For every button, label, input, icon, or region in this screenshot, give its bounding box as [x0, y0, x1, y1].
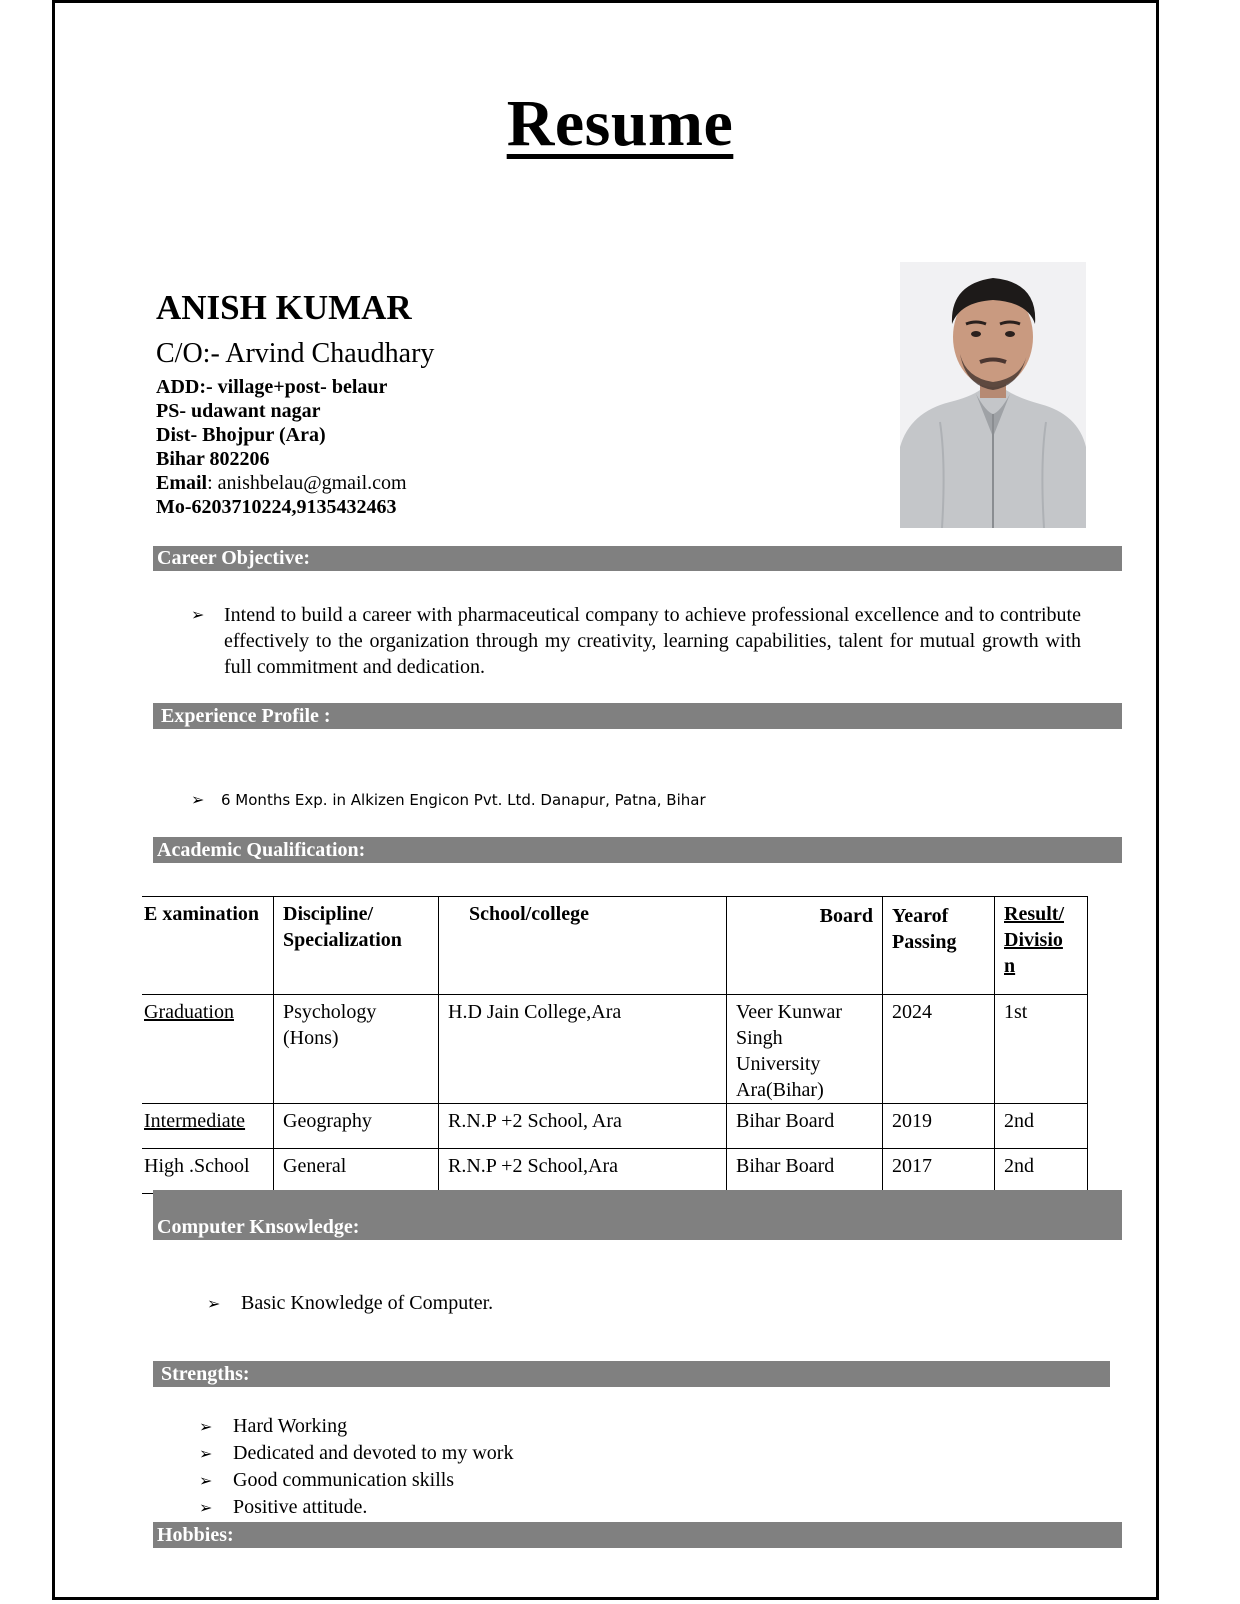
address-line: Dist- Bhojpur (Ara) — [156, 424, 326, 446]
cell-discipline: General — [274, 1149, 439, 1194]
cell-board: Bihar Board — [727, 1149, 883, 1194]
profile-photo — [900, 262, 1086, 528]
address-line: PS- udawant nagar — [156, 400, 321, 422]
cell-exam: Intermediate — [142, 1104, 274, 1149]
arrow-bullet-icon: ➢ — [199, 1444, 213, 1463]
experience-item — [191, 790, 706, 810]
list-item: ➢ Hard Working — [199, 1413, 513, 1440]
arrow-bullet-icon: ➢ — [199, 1471, 213, 1490]
cell-discipline: Psychology (Hons) — [274, 995, 439, 1104]
cell-result: 1st — [995, 995, 1088, 1104]
email-value: : anishbelau@gmail.com — [207, 472, 407, 494]
header-discipline: Discipline/ Specialization — [274, 897, 439, 995]
arrow-bullet-icon: ➢ — [199, 1417, 213, 1436]
list-item: ➢ Basic Knowledge of Computer. — [207, 1290, 493, 1317]
cell-board: Bihar Board — [727, 1104, 883, 1149]
email-label: Email — [156, 472, 208, 494]
section-strengths: Strengths: — [153, 1361, 1110, 1387]
header-board: Board — [727, 897, 883, 995]
experience-text: 6 Months Exp. in Alkizen Engicon Pvt. Ltd. Danapur, Patna, Bihar — [221, 791, 706, 809]
cell-school: H.D Jain College,Ara — [439, 995, 727, 1104]
academic-table — [142, 896, 1088, 1194]
career-objective-text: Intend to build a career with pharmaceutical company to achieve professional excellence and to contribute effectively to the organization through my creativity, learning capabilities, talent for mutual growth with full commitment and dedication. — [224, 604, 1081, 678]
cell-exam: Graduation — [142, 995, 274, 1104]
list-item: ➢ Positive attitude. — [199, 1494, 513, 1521]
table-header-row — [142, 897, 1088, 995]
header-examination: E xamination — [142, 897, 274, 995]
cell-school: R.N.P +2 School,Ara — [439, 1149, 727, 1194]
cell-year: 2019 — [883, 1104, 995, 1149]
arrow-bullet-icon: ➢ — [207, 1294, 221, 1313]
section-academic: Academic Qualification: — [153, 837, 1122, 863]
cell-result: 2nd — [995, 1149, 1088, 1194]
document-title: Resume — [506, 87, 734, 160]
section-career-objective: Career Objective: — [153, 546, 1122, 571]
header-year: Yearof Passing — [883, 897, 995, 995]
cell-year: 2024 — [883, 995, 995, 1104]
section-experience: Experience Profile : — [153, 703, 1122, 729]
table-row — [142, 995, 1088, 1104]
career-objective-item — [191, 602, 1081, 680]
person-portrait-icon — [900, 262, 1086, 528]
section-hobbies: Hobbies: — [153, 1522, 1122, 1548]
mobile-line: Mo-6203710224,9135432463 — [156, 496, 397, 518]
section-computer-knowledge: Computer Knsowledge: — [153, 1190, 1122, 1240]
email-line — [156, 471, 407, 495]
cell-result: 2nd — [995, 1104, 1088, 1149]
cell-school: R.N.P +2 School, Ara — [439, 1104, 727, 1149]
care-of: C/O:- Arvind Chaudhary — [156, 338, 435, 369]
address-line: ADD:- village+post- belaur — [156, 376, 388, 398]
list-item: ➢ Dedicated and devoted to my work — [199, 1440, 513, 1467]
list-item: ➢ Good communication skills — [199, 1467, 513, 1494]
address-line: Bihar 802206 — [156, 448, 270, 470]
strengths-list — [199, 1413, 513, 1521]
arrow-bullet-icon: ➢ — [191, 790, 205, 809]
arrow-bullet-icon: ➢ — [191, 605, 205, 624]
candidate-name: ANISH KUMAR — [156, 288, 412, 327]
header-result: Result/ Divisio n — [995, 897, 1088, 995]
contact-block — [156, 375, 407, 519]
table-row — [142, 1104, 1088, 1149]
cell-year: 2017 — [883, 1149, 995, 1194]
cell-exam: High .School — [142, 1149, 274, 1194]
arrow-bullet-icon: ➢ — [199, 1498, 213, 1517]
table-row — [142, 1149, 1088, 1194]
header-school: School/college — [439, 897, 727, 995]
cell-discipline: Geography — [274, 1104, 439, 1149]
cell-board: Veer Kunwar Singh University Ara(Bihar) — [727, 995, 883, 1104]
computer-list — [207, 1290, 493, 1317]
